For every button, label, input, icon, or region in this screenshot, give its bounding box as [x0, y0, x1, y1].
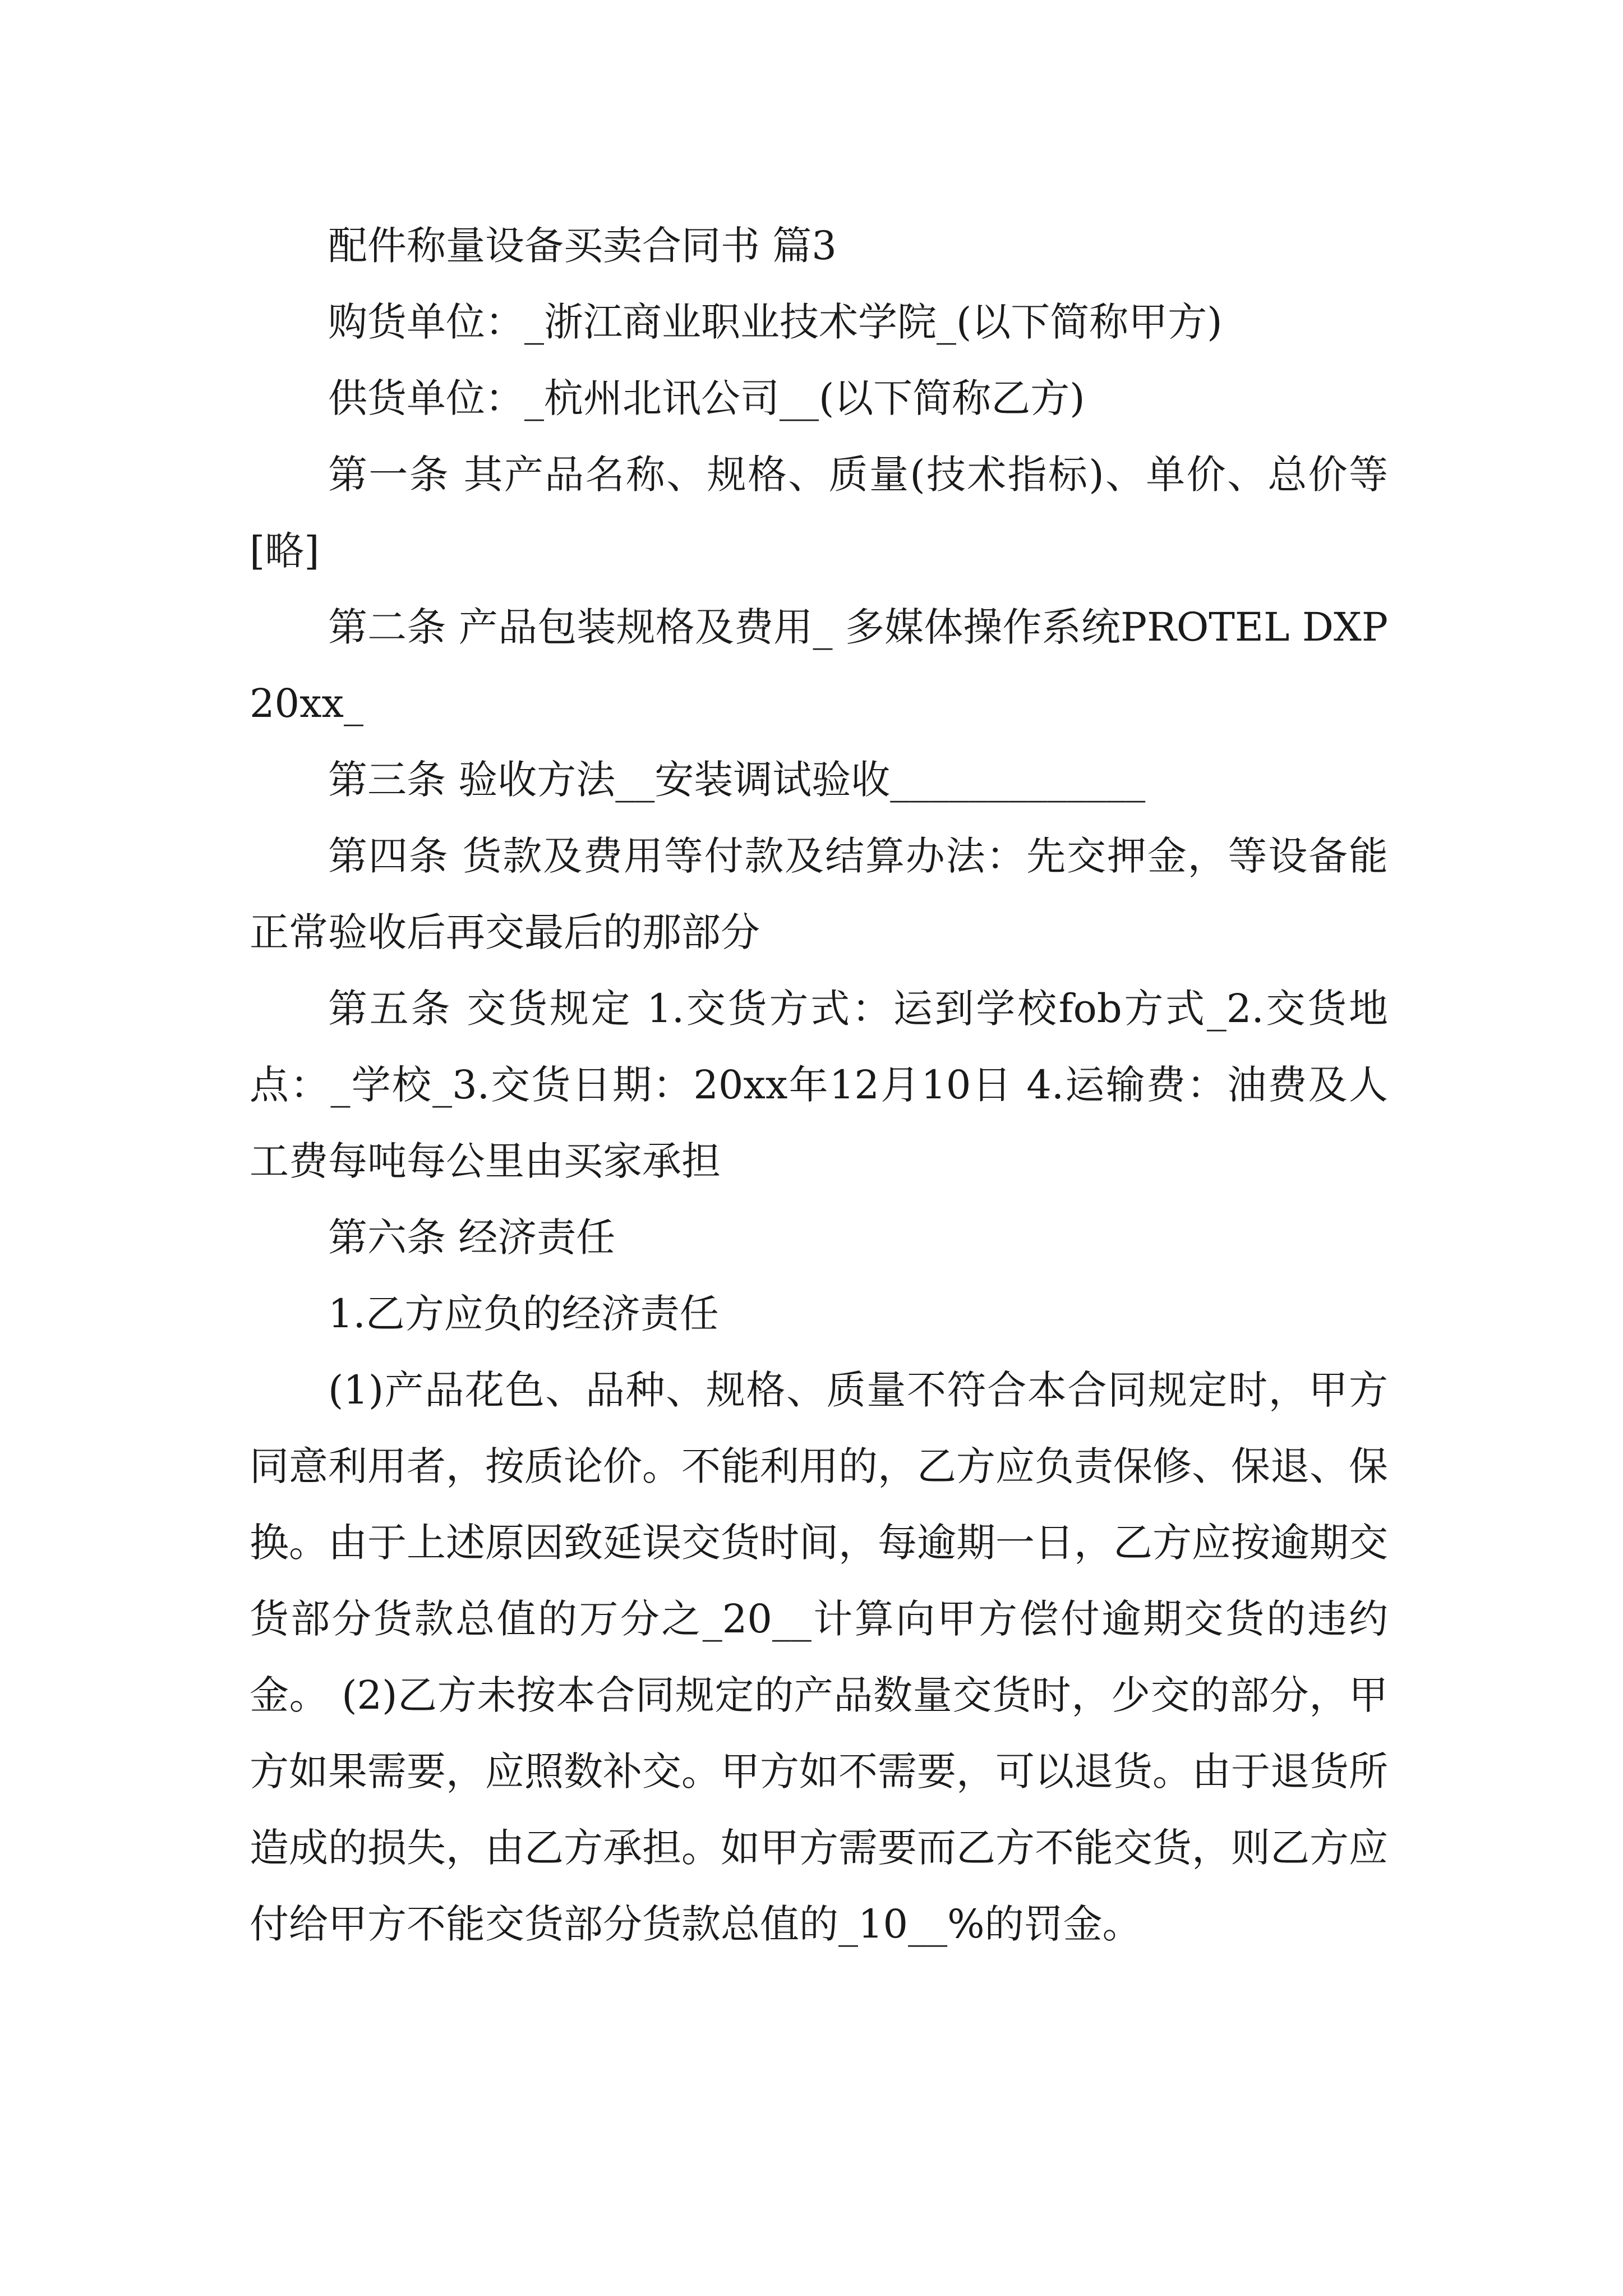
contract-title: 配件称量设备买卖合同书 篇3	[328, 223, 837, 269]
article-4: 第四条 货款及费用等付款及结算办法：先交押金，等设备能正常验收后再交最后的那部分	[250, 833, 1388, 955]
supplier-line: 供货单位：_杭州北讯公司__(以下简称乙方)	[328, 375, 1085, 421]
buyer-line: 购货单位：_浙江商业职业技术学院_(以下简称甲方)	[328, 299, 1223, 345]
seller-liability-heading: 1.乙方应负的经济责任	[328, 1291, 719, 1337]
article-6-heading: 第六条 经济责任	[328, 1214, 616, 1260]
seller-liability-clauses: (1)产品花色、品种、规格、质量不符合本合同规定时，甲方同意利用者，按质论价。不能利用的，乙方应负责保修、保退、保换。由于上述原因致延误交货时间，每逾期一日，乙方应按逾期交货部分货款总值的万分之_20__计算向甲方偿付逾期交货的违约金。 (2)乙方未按本合同规定的产品数量交货时，少交的部分，甲方如果需要，应照数补交。甲方如不需要，可以退货。由于退货所造成的损失，由乙方承担。如甲方需要而乙方不能交货，则乙方应付给甲方不能交货部分货款总值的_10__%的罚金。	[250, 1367, 1388, 1947]
document-body	[250, 208, 1401, 1962]
article-1: 第一条 其产品名称、规格、质量(技术指标)、单价、总价等[略]	[250, 452, 1388, 574]
article-2: 第二条 产品包装规格及费用_ 多媒体操作系统PROTEL DXP 20xx_	[250, 604, 1401, 726]
article-3: 第三条 验收方法__安装调试验收_____________	[328, 757, 1146, 803]
article-5: 第五条 交货规定 1.交货方式：运到学校fob方式_2.交货地点：_学校_3.交货日期：20xx年12月10日 4.运输费：油费及人工费每吨每公里由买家承担	[250, 986, 1388, 1184]
